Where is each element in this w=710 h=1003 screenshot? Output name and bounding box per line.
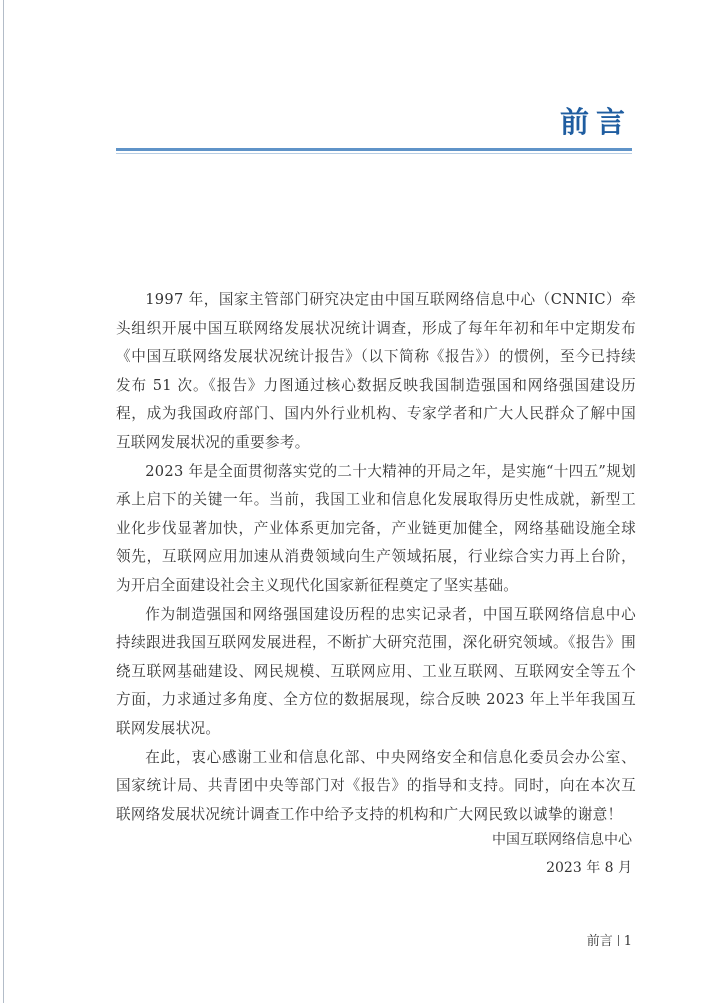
paragraph-1: 1997 年，国家主管部门研究决定由中国互联网络信息中心（CNNIC）牵头组织开展中国互联网络发展状况统计调查，形成了每年年初和年中定期发布《中国互联网络发展状况统计报告》（以下简称《报告》）的惯例，至今已持续发布 51 次。《报告》力图通过核心数据反映我国制造强国和网络强国建设历程，成为我国政府部门、国内外行业机构、专家学者和广大人民群众了解中国互联网发展状况的重要参考。 xyxy=(116,291,636,451)
preface-body xyxy=(116,286,636,829)
paragraph-2: 2023 年是全面贯彻落实党的二十大精神的开局之年，是实施“十四五”规划承上启下的关键一年。当前，我国工业和信息化发展取得历史性成就，新型工业化步伐显著加快，产业体系更加完备，产业链更加健全，网络基础设施全球领先，互联网应用加速从消费领域向生产领域拓展，行业综合实力再上台阶，为开启全面建设社会主义现代化国家新征程奠定了坚实基础。 xyxy=(116,462,636,594)
page-footer xyxy=(587,930,632,949)
paragraph-4: 在此，衷心感谢工业和信息化部、中央网络安全和信息化委员会办公室、国家统计局、共青团中央等部门对《报告》的指导和支持。同时，向在本次互联网络发展状况统计调查工作中给予支持的机构和广大网民致以诚挚的谢意！ xyxy=(116,748,636,823)
footer-separator xyxy=(618,935,619,946)
signature-org: 中国互联网络信息中心 xyxy=(492,832,632,848)
footer-label: 前言 xyxy=(586,934,613,949)
page-number: 1 xyxy=(623,934,632,949)
title-underline xyxy=(116,148,632,151)
signature-block xyxy=(492,826,632,882)
paragraph-3: 作为制造强国和网络强国建设历程的忠实记录者，中国互联网络信息中心持续跟进我国互联网发展进程，不断扩大研究范围，深化研究领域。《报告》围绕互联网基础建设、网民规模、互联网应用、工业互联网、互联网安全等五个方面，力求通过多角度、全方位的数据展现，综合反映 2023 年上半年我国互联网发展状况。 xyxy=(116,605,636,737)
page-edge-line xyxy=(3,0,4,1003)
signature-date: 2023 年 8 月 xyxy=(546,860,632,876)
page-title: 前言 xyxy=(559,105,632,139)
title-underline-thin xyxy=(116,153,632,154)
